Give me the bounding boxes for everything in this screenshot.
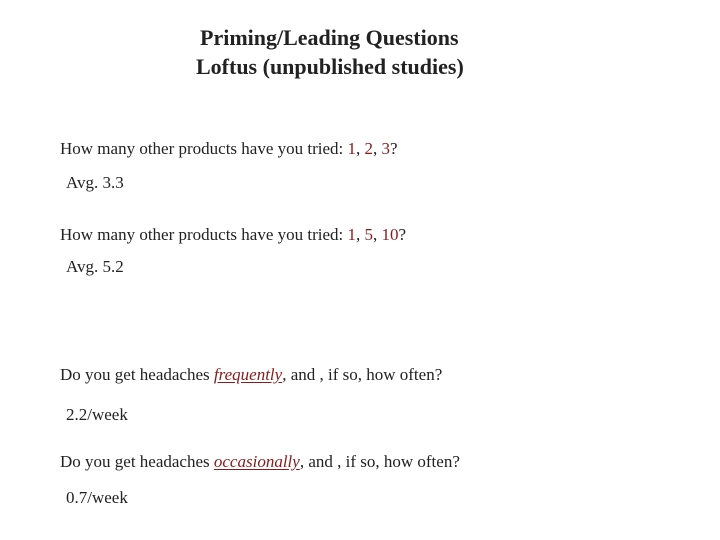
option-value: 1 — [347, 225, 357, 244]
separator: , — [356, 225, 365, 244]
question-products-1-5-10 — [60, 224, 406, 246]
answer-average: Avg. 3.3 — [66, 173, 124, 192]
question-headaches-occasionally — [60, 451, 460, 473]
question-end: , and , if so, how often? — [282, 365, 443, 384]
slide-title-line-2: Loftus (unpublished studies) — [196, 54, 464, 79]
question-end: ? — [390, 139, 398, 158]
answer-rate: 2.2/week — [66, 405, 128, 424]
option-value: 5 — [364, 225, 374, 244]
separator: , — [373, 225, 382, 244]
option-value: 10 — [381, 225, 399, 244]
question-text: Do you get headaches — [60, 452, 214, 471]
question-text: How many other products have you tried: — [60, 139, 348, 158]
separator: , — [373, 139, 382, 158]
leading-keyword: frequently — [213, 365, 283, 384]
question-products-1-2-3 — [60, 138, 398, 160]
option-value: 3 — [381, 139, 391, 158]
leading-keyword: occasionally — [213, 452, 300, 471]
question-end: ? — [398, 225, 407, 244]
question-text: Do you get headaches — [60, 365, 214, 384]
question-headaches-frequently — [60, 364, 442, 386]
slide-title-line-1: Priming/Leading Questions — [200, 25, 459, 50]
answer-average: Avg. 5.2 — [66, 257, 124, 276]
option-value: 2 — [364, 139, 374, 158]
separator: , — [356, 139, 365, 158]
option-value: 1 — [347, 139, 357, 158]
question-text: How many other products have you tried: — [60, 225, 348, 244]
question-end: , and , if so, how often? — [299, 452, 460, 471]
answer-rate: 0.7/week — [66, 488, 128, 507]
